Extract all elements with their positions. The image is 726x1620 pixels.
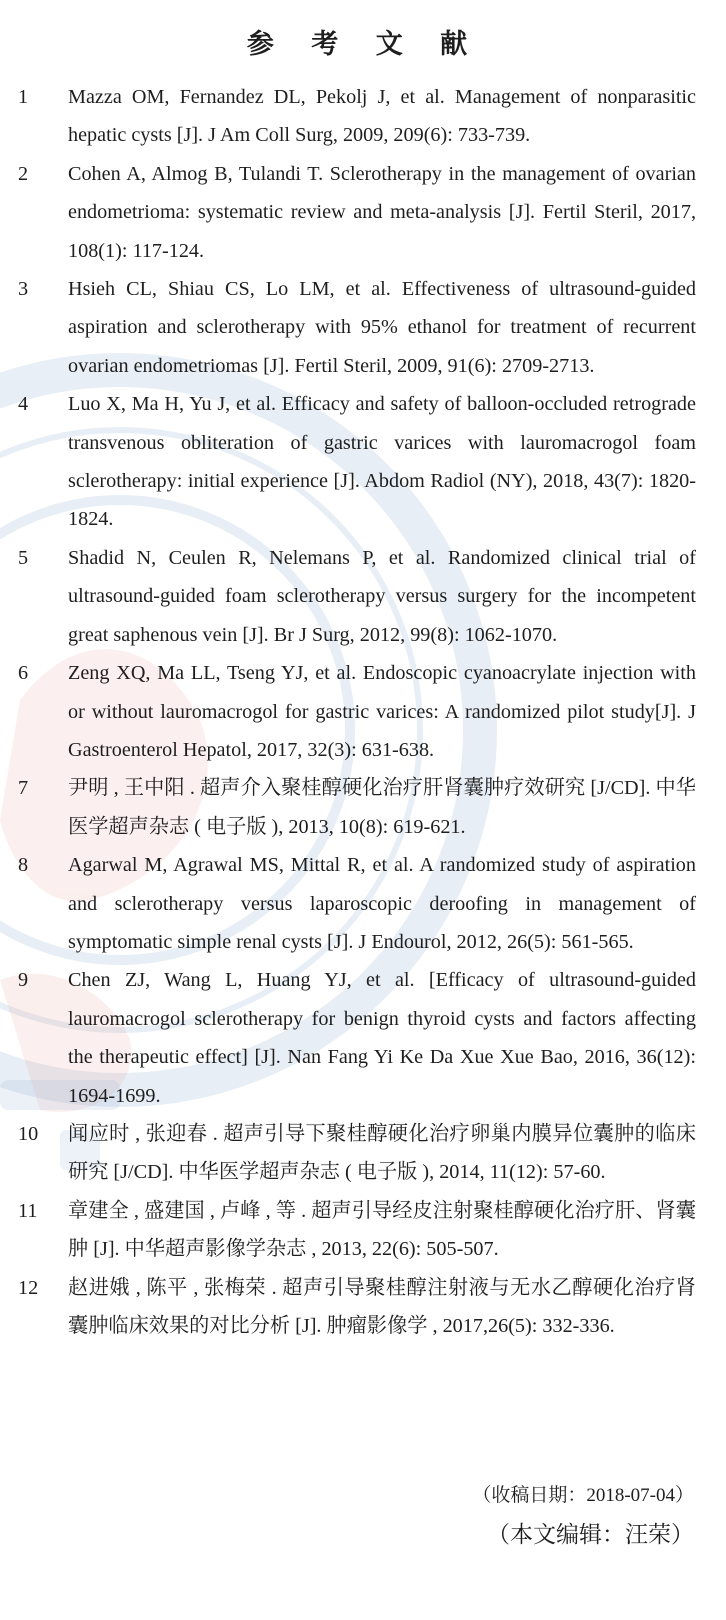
reference-text: Luo X, Ma H, Yu J, et al. Efficacy and safety of balloon-occluded retrograde transvenous obliteration of gastric varices with lauromacrogol foam sclerotherapy: initial experience [J]. Abdom Radiol (NY), 2018, 43(7): 1820-1824. bbox=[68, 393, 696, 531]
reference-text: Mazza OM, Fernandez DL, Pekolj J, et al. Management of nonparasitic hepatic cysts [J]. J Am Coll Surg, 2009, 209(6): 733-739. bbox=[68, 86, 696, 147]
reference-number: 4 bbox=[18, 393, 29, 416]
reference-number: 2 bbox=[18, 162, 29, 185]
reference-text: Chen ZJ, Wang L, Huang YJ, et al. [Efficacy of ultrasound-guided lauromacrogol sclerotherapy for benign thyroid cysts and factors affecting the therapeutic effect] [J]. Nan Fang Yi Ke Da Xue Xue Bao, 2016, 36(12): 1694-1699. bbox=[68, 969, 696, 1107]
reference-text: Cohen A, Almog B, Tulandi T. Sclerotherapy in the management of ovarian endometrioma: systematic review and meta-analysis [J]. Fertil Steril, 2017, 108(1): 117-124. bbox=[68, 162, 696, 262]
reference-number: 1 bbox=[18, 86, 29, 108]
reference-number: 10 bbox=[18, 1122, 39, 1145]
reference-item bbox=[18, 846, 696, 961]
reference-text: Zeng XQ, Ma LL, Tseng YJ, et al. Endoscopic cyanoacrylate injection with or without lauromacrogol for gastric varices: A randomized pilot study[J]. J Gastroenterol Hepatol, 2017, 32(3): 631-638. bbox=[68, 662, 696, 761]
reference-text: 赵进娥 , 陈平 , 张梅荣 . 超声引导聚桂醇注射液与无水乙醇硬化治疗肾囊肿临床效果的对比分析 [J]. 肿瘤影像学 , 2017,26(5): 332-336. bbox=[68, 1276, 696, 1337]
reference-item bbox=[18, 1269, 696, 1346]
reference-number: 8 bbox=[18, 854, 29, 877]
reference-item bbox=[18, 1192, 696, 1269]
reference-text: Agarwal M, Agrawal MS, Mittal R, et al. A randomized study of aspiration and sclerotherapy versus laparoscopic deroofing in management of symptomatic simple renal cysts [J]. J Endourol, 2012, 26(5): 561-565. bbox=[68, 854, 696, 953]
received-date: （收稿日期：2018-07-04） bbox=[472, 1485, 694, 1506]
page-title: 参 考 文 献 bbox=[246, 29, 482, 60]
reference-number: 5 bbox=[18, 546, 29, 569]
reference-item bbox=[18, 654, 696, 769]
reference-text: Hsieh CL, Shiau CS, Lo LM, et al. Effectiveness of ultrasound-guided aspiration and sclerotherapy with 95% ethanol for treatment of recurrent ovarian endometriomas [J]. Fertil Steril, 2009, 91(6): 2709-2713. bbox=[68, 278, 696, 377]
reference-text: Shadid N, Ceulen R, Nelemans P, et al. Randomized clinical trial of ultrasound-guided foam sclerotherapy versus surgery for the incompetent great saphenous vein [J]. Br J Surg, 2012, 99(8): 1062-1070. bbox=[68, 546, 696, 646]
reference-item bbox=[18, 385, 696, 539]
reference-text: 章建全 , 盛建国 , 卢峰 , 等 . 超声引导经皮注射聚桂醇硬化治疗肝、肾囊肿 [J]. 中华超声影像学杂志 , 2013, 22(6): 505-507. bbox=[68, 1199, 696, 1261]
editor-note: （本文编辑：汪荣） bbox=[487, 1522, 694, 1547]
reference-number: 6 bbox=[18, 662, 29, 685]
reference-text: 闻应时 , 张迎春 . 超声引导下聚桂醇硬化治疗卵巢内膜异位囊肿的临床研究 [J/CD]. 中华医学超声杂志 ( 电子版 ), 2014, 11(12): 57-60. bbox=[68, 1122, 696, 1184]
reference-item bbox=[18, 155, 696, 270]
reference-number: 12 bbox=[18, 1276, 39, 1299]
reference-text: 尹明 , 王中阳 . 超声介入聚桂醇硬化治疗肝肾囊肿疗效研究 [J/CD]. 中华医学超声杂志 ( 电子版 ), 2013, 10(8): 619-621. bbox=[68, 777, 696, 838]
reference-list bbox=[18, 78, 696, 1345]
reference-item bbox=[18, 1115, 696, 1192]
reference-number: 9 bbox=[18, 969, 29, 992]
reference-number: 11 bbox=[18, 1199, 38, 1222]
reference-item bbox=[18, 78, 696, 155]
reference-item bbox=[18, 270, 696, 385]
reference-number: 7 bbox=[18, 777, 29, 800]
reference-item bbox=[18, 961, 696, 1115]
reference-item bbox=[18, 539, 696, 654]
reference-number: 3 bbox=[18, 278, 29, 301]
reference-item bbox=[18, 769, 696, 846]
